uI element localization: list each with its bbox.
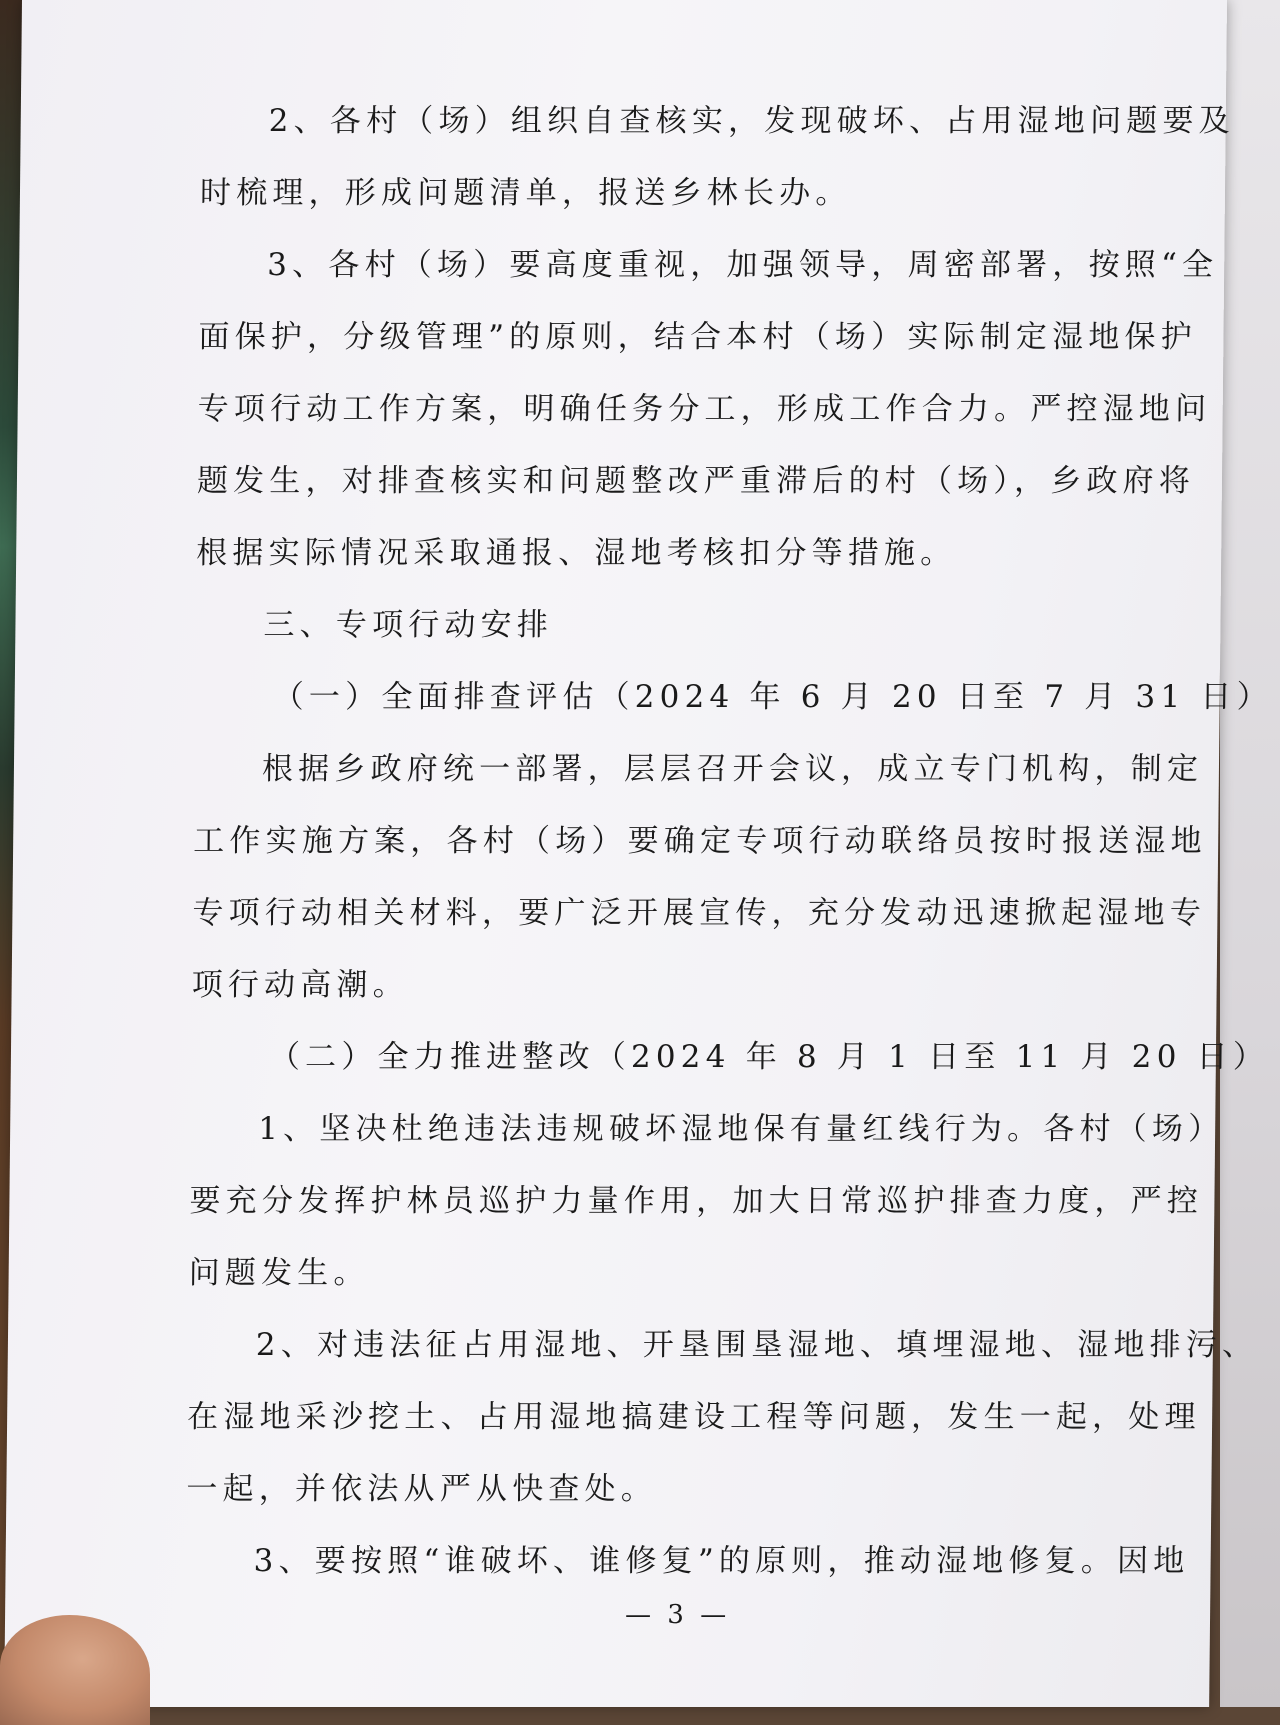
paragraph-line: 根据实际情况采取通报、湿地考核扣分等措施。 (196, 535, 957, 571)
paragraph-line: 1、坚决杜绝违法违规破坏湿地保有量红线行为。各村（场） (257, 1111, 1225, 1147)
paragraph-line: 3、要按照“谁破坏、谁修复”的原则，推动湿地修复。因地 (253, 1543, 1190, 1579)
paragraph-line: 3、各村（场）要高度重视，加强领导，周密部署，按照“全 (267, 247, 1219, 283)
paragraph-line: 工作实施方案，各村（场）要确定专项行动联络员按时报送湿地 (193, 823, 1207, 859)
paragraph-line: 问题发生。 (188, 1255, 370, 1291)
section-heading: 三、专项行动安排 (263, 607, 554, 643)
subsection-heading: （一）全面排查评估（2024 年 6 月 20 日至 7 月 31 日） (272, 679, 1274, 715)
document-body (185, 85, 1274, 1597)
paragraph-line: 一起，并依法从严从快查处。 (186, 1471, 658, 1507)
page-number: — 3 — (624, 1600, 731, 1630)
subsection-heading: （二）全力推进整改（2024 年 8 月 1 日至 11 月 20 日） (268, 1039, 1270, 1075)
paragraph-line: 根据乡政府统一部署，层层召开会议，成立专门机构，制定 (261, 751, 1204, 787)
paragraph-line: 要充分发挥护林员巡护力量作用，加大日常巡护排查力度，严控 (189, 1183, 1204, 1219)
paragraph-line: 时梳理，形成问题清单，报送乡林长办。 (199, 175, 852, 211)
paragraph-line: 专项行动相关材料，要广泛开展宣传，充分发动迅速掀起湿地专 (192, 895, 1207, 931)
paragraph-line: 题发生，对排查核实和问题整改严重滞后的村（场），乡政府将 (196, 463, 1196, 499)
paragraph-line: 2、对违法征占用湿地、开垦围垦湿地、填埋湿地、湿地排污、 (255, 1327, 1259, 1363)
paragraph-line: 2、各村（场）组织自查核实，发现破坏、占用湿地问题要及 (268, 103, 1236, 139)
paragraph-line: 专项行动工作方案，明确任务分工，形成工作合力。严控湿地问 (197, 391, 1212, 427)
paragraph-line: 项行动高潮。 (191, 967, 410, 1003)
paragraph-line: 在湿地采沙挖土、占用湿地搞建设工程等问题，发生一起，处理 (186, 1399, 1201, 1435)
backdrop-right (1220, 0, 1280, 1707)
paragraph-line: 面保护，分级管理”的原则，结合本村（场）实际制定湿地保护 (198, 319, 1198, 355)
paper-page (4, 0, 1274, 1707)
